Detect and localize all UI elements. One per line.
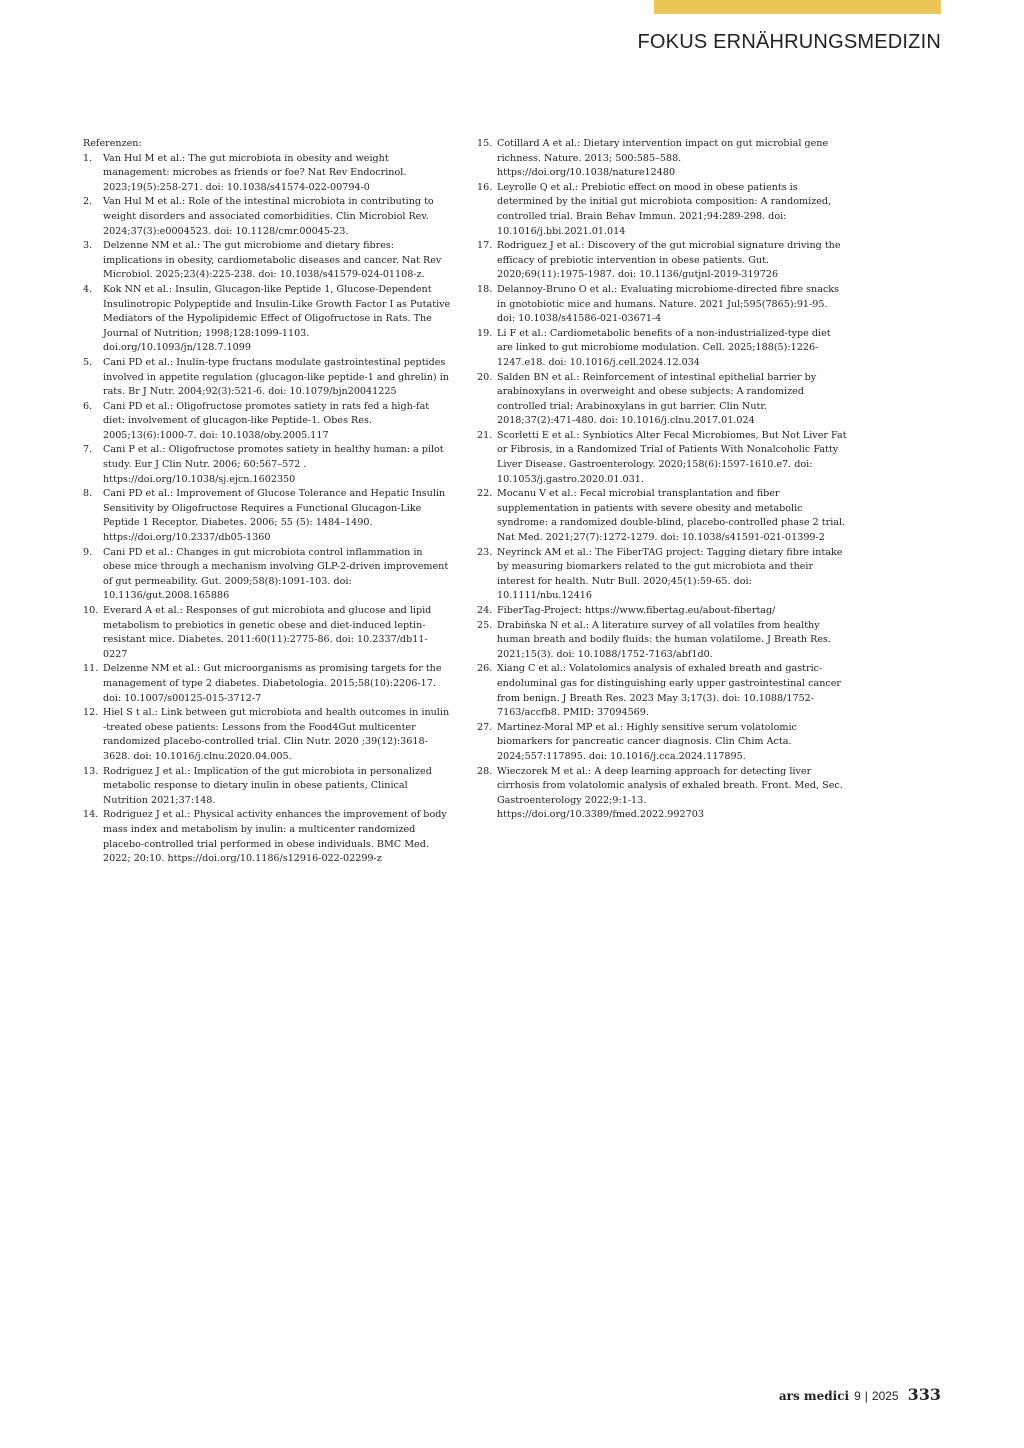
- reference-number: 28.: [477, 765, 493, 777]
- issue-number: 9: [854, 1389, 861, 1403]
- reference-item: [477, 283, 847, 327]
- reference-number: 7.: [83, 444, 93, 456]
- page-footer: [779, 1385, 941, 1404]
- reference-item: [83, 662, 451, 706]
- header-accent-bar: [654, 0, 941, 14]
- reference-item: [477, 429, 847, 487]
- reference-item: [477, 765, 847, 823]
- references-heading: Referenzen:: [83, 138, 142, 149]
- reference-text: Everard A et al.: Responses of gut microbiota and glucose and lipid metabolism to prebiotics in genetic obese and diet-induced leptin-resistant mice. Diabetes. 2011:60(11):2775-86. doi: 10.2337/db11-0227: [103, 605, 432, 660]
- references-column-left: [83, 137, 451, 867]
- reference-number: 2.: [83, 196, 93, 208]
- reference-text: Cani PD et al.: Inulin-type fructans modulate gastrointestinal peptides involved in appetite regulation (glucagon-like peptide-1 and ghrelin) in rats. Br J Nutr. 2004;92(3):521-6. doi: 10.1079/bjn20041225: [103, 356, 449, 398]
- reference-number: 23.: [477, 546, 493, 558]
- reference-text: Wieczorek M et al.: A deep learning approach for detecting liver cirrhosis from volatolomic analysis of exhaled breath. Front. Med, Sec. Gastroenterology 2022;9:1-13. https://doi.org/10.3389/fmed.2022.992703: [497, 765, 843, 821]
- reference-item: [477, 371, 847, 429]
- reference-item: [83, 356, 451, 400]
- reference-list-right: [477, 137, 847, 823]
- reference-number: 12.: [83, 707, 99, 719]
- reference-number: 14.: [83, 809, 99, 821]
- reference-text: Cani P et al.: Oligofructose promotes satiety in healthy human: a pilot study. Eur J Clin Nutr. 2006; 60:567–572 . https://doi.org/10.1038/sj.ejcn.1602350: [103, 444, 444, 485]
- section-title: FOKUS ERNÄHRUNGSMEDIZIN: [637, 31, 941, 53]
- reference-number: 22.: [477, 488, 493, 500]
- reference-item: [83, 706, 451, 764]
- reference-item: [477, 487, 847, 545]
- reference-number: 19.: [477, 327, 493, 339]
- reference-number: 5.: [83, 356, 93, 368]
- reference-text: Van Hul M et al.: Role of the intestinal microbiota in contributing to weight disorders and associated comorbidities. Clin Microbiol Rev. 2024;37(3):e0004523. doi: 10.1128/cmr.00045-23.: [103, 196, 434, 237]
- reference-text: Delannoy-Bruno O et al.: Evaluating microbiome-directed fibre snacks in gnotobiotic mice and humans. Nature. 2021 Jul;595(7865):91-95. doi: 10.1038/s41586-021-03671-4: [497, 283, 840, 325]
- reference-text: Leyrolle Q et al.: Prebiotic effect on mood in obese patients is determined by the initial gut microbiota composition: A randomized, controlled trial. Brain Behav Immun. 2021;94:289-298. doi: 10.1016/j.bbi.2021.01.014: [497, 181, 832, 237]
- reference-text: Drabińska N et al.: A literature survey of all volatiles from healthy human breath and bodily fluids: the human volatilome. J Breath Res. 2021;15(3). doi: 10.1088/1752-7163/abf1d0.: [497, 619, 832, 660]
- reference-item: [83, 152, 451, 196]
- reference-number: 13.: [83, 765, 99, 777]
- reference-text: Martinez-Moral MP et al.: Highly sensitive serum volatolomic biomarkers for pancreatic cancer diagnosis. Clin Chim Acta. 2024;557:117895. doi: 10.1016/j.cca.2024.117895.: [497, 721, 797, 762]
- reference-number: 27.: [477, 721, 493, 733]
- reference-item: [477, 721, 847, 765]
- reference-text: Cani PD et al.: Oligofructose promotes satiety in rats fed a high-fat diet: involvement of glucagon-like Peptide-1. Obes Res. 2005;13(6):1000-7. doi: 10.1038/oby.2005.117: [103, 400, 430, 441]
- reference-number: 17.: [477, 240, 493, 252]
- reference-item: [83, 546, 451, 604]
- reference-number: 9.: [83, 546, 93, 558]
- reference-text: Rodriguez J et al.: Implication of the gut microbiota in personalized metabolic response to dietary inulin in obese patients, Clinical Nutrition 2021;37:148.: [103, 765, 432, 806]
- reference-item: [477, 546, 847, 604]
- footer-separator: |: [864, 1389, 868, 1403]
- issue-year: 2025: [871, 1389, 899, 1403]
- reference-number: 15.: [477, 138, 493, 149]
- reference-text: Salden BN et al.: Reinforcement of intestinal epithelial barrier by arabinoxylans in overweight and obese subjects: A randomized controlled trial: Arabinoxylans in gut barrier. Clin Nutr. 2018;37(2):471-480. doi: 10.1016/j.clnu.2017.01.024: [497, 371, 817, 427]
- reference-text: Cani PD et al.: Improvement of Glucose Tolerance and Hepatic Insulin Sensitivity by Oligofructose Requires a Functional Glucagon-Like Peptide 1 Receptor. Diabetes. 2006; 55 (5): 1484–1490. https://doi.org/10.2337/db05-1360: [103, 488, 446, 544]
- reference-number: 6.: [83, 400, 93, 412]
- reference-item: [83, 443, 451, 487]
- reference-item: [477, 239, 847, 283]
- reference-item: [83, 195, 451, 239]
- reference-item: [83, 808, 451, 866]
- reference-text: Neyrinck AM et al.: The FiberTAG project: Tagging dietary fibre intake by measuring biomarkers related to the gut microbiota and their interest for health. Nutr Bull. 2020;45(1):59-65. doi: 10.1111/nbu.12416: [497, 546, 843, 602]
- reference-number: 26.: [477, 663, 493, 675]
- reference-text: Rodriguez J et al.: Discovery of the gut microbial signature driving the efficacy of prebiotic intervention in obese patients. Gut. 2020;69(11):1975-1987. doi: 10.1136/gutjnl-2019-319726: [497, 240, 841, 281]
- reference-item: [83, 487, 451, 545]
- reference-text: Hiel S t al.: Link between gut microbiota and health outcomes in inulin -treated obese patients: Lessons from the Food4Gut multicenter randomized placebo-controlled trial. Clin Nutr. 2020 ;39(12):3618-3628. doi: 10.1016/j.clnu.2020.04.005.: [103, 707, 450, 762]
- reference-text: Cotillard A et al.: Dietary intervention impact on gut microbial gene richness. Nature. 2013; 500:585–588. https://doi.org/10.1038/nature12480: [497, 138, 829, 179]
- reference-item: [83, 239, 451, 283]
- reference-text: Kok NN et al.: Insulin, Glucagon-like Peptide 1, Glucose-Dependent Insulinotropic Polypeptide and Insulin-Like Growth Factor I as Putative Mediators of the Hypolipidemic Effect of Oligofructose in Rats. The Journal of Nutrition; 1998;128:1099-1103. doi.org/10.1093/jn/128.7.1099: [103, 283, 451, 354]
- reference-text: Van Hul M et al.: The gut microbiota in obesity and weight management: microbes as friends or foe? Nat Rev Endocrinol. 2023;19(5):258-271. doi: 10.1038/s41574-022-00794-0: [103, 152, 407, 193]
- reference-text: Scorletti E et al.: Synbiotics Alter Fecal Microbiomes, But Not Liver Fat or Fibrosis, in a Randomized Trial of Patients With Nonalcoholic Fatty Liver Disease. Gastroenterology. 2020;158(6):1597-1610.e7. doi: 10.1053/j.gastro.2020.01.031.: [497, 429, 847, 485]
- reference-number: 18.: [477, 283, 493, 295]
- reference-item: [477, 137, 847, 181]
- reference-text: Li F et al.: Cardiometabolic benefits of a non-industrialized-type diet are linked to gut microbiome modulation. Cell. 2025;188(5):1226-1247.e18. doi: 10.1016/j.cell.2024.12.034: [497, 327, 831, 368]
- reference-list-left: [83, 152, 451, 867]
- reference-item: [477, 181, 847, 239]
- page-number: 333: [907, 1385, 941, 1404]
- reference-number: 16.: [477, 181, 493, 193]
- reference-text: Delzenne NM et al.: The gut microbiome and dietary fibres: implications in obesity, cardiometabolic diseases and cancer. Nat Rev Microbiol. 2025;23(4):225-238. doi: 10.1038/s41579-024-01108-z.: [103, 240, 442, 281]
- references-column-right: [477, 137, 847, 823]
- reference-text: FiberTag-Project: https://www.fibertag.eu/about-fibertag/: [497, 605, 776, 616]
- reference-number: 4.: [83, 283, 93, 295]
- reference-item: [83, 765, 451, 809]
- reference-text: Cani PD et al.: Changes in gut microbiota control inflammation in obese mice through a mechanism involving GLP-2-driven improvement of gut permeability. Gut. 2009;58(8):1091-103. doi: 10.1136/gut.2008.165886: [103, 546, 449, 602]
- journal-name: ars medici: [778, 1389, 850, 1403]
- reference-number: 11.: [83, 663, 99, 675]
- reference-number: 10.: [83, 605, 99, 616]
- reference-item: [83, 400, 451, 444]
- reference-item: [83, 604, 451, 662]
- reference-number: 24.: [477, 605, 493, 616]
- reference-number: 8.: [83, 488, 93, 500]
- reference-number: 3.: [83, 240, 93, 252]
- reference-item: [83, 283, 451, 356]
- reference-text: Mocanu V et al.: Fecal microbial transplantation and fiber supplementation in patients with severe obesity and metabolic syndrome: a randomized double-blind, placebo-controlled phase 2 trial. Nat Med. 2021;27(7):1272-1279. doi: 10.1038/s41591-021-01399-2: [497, 488, 846, 544]
- reference-item: [477, 619, 847, 663]
- reference-number: 21.: [477, 429, 493, 441]
- reference-item: [477, 662, 847, 720]
- reference-text: Delzenne NM et al.: Gut microorganisms as promising targets for the management of type 2 diabetes. Diabetologia. 2015;58(10):2206-17. doi: 10.1007/s00125-015-3712-7: [103, 663, 442, 704]
- reference-number: 1.: [83, 152, 93, 164]
- reference-text: Rodriguez J et al.: Physical activity enhances the improvement of body mass index and metabolism by inulin: a multicenter randomized placebo-controlled trial performed in obese individuals. BMC Med. 2022; 20:10. https://doi.org/10.1186/s12916-022-02299-z: [103, 809, 447, 865]
- reference-item: [477, 604, 847, 619]
- reference-item: [477, 327, 847, 371]
- reference-text: Xiang C et al.: Volatolomics analysis of exhaled breath and gastric-endoluminal gas for distinguishing early upper gastrointestinal cancer from benign. J Breath Res. 2023 May 3;17(3). doi: 10.1088/1752-7163/accfb8. PMID: 37094569.: [497, 663, 842, 719]
- reference-number: 25.: [477, 619, 493, 631]
- reference-number: 20.: [477, 371, 493, 383]
